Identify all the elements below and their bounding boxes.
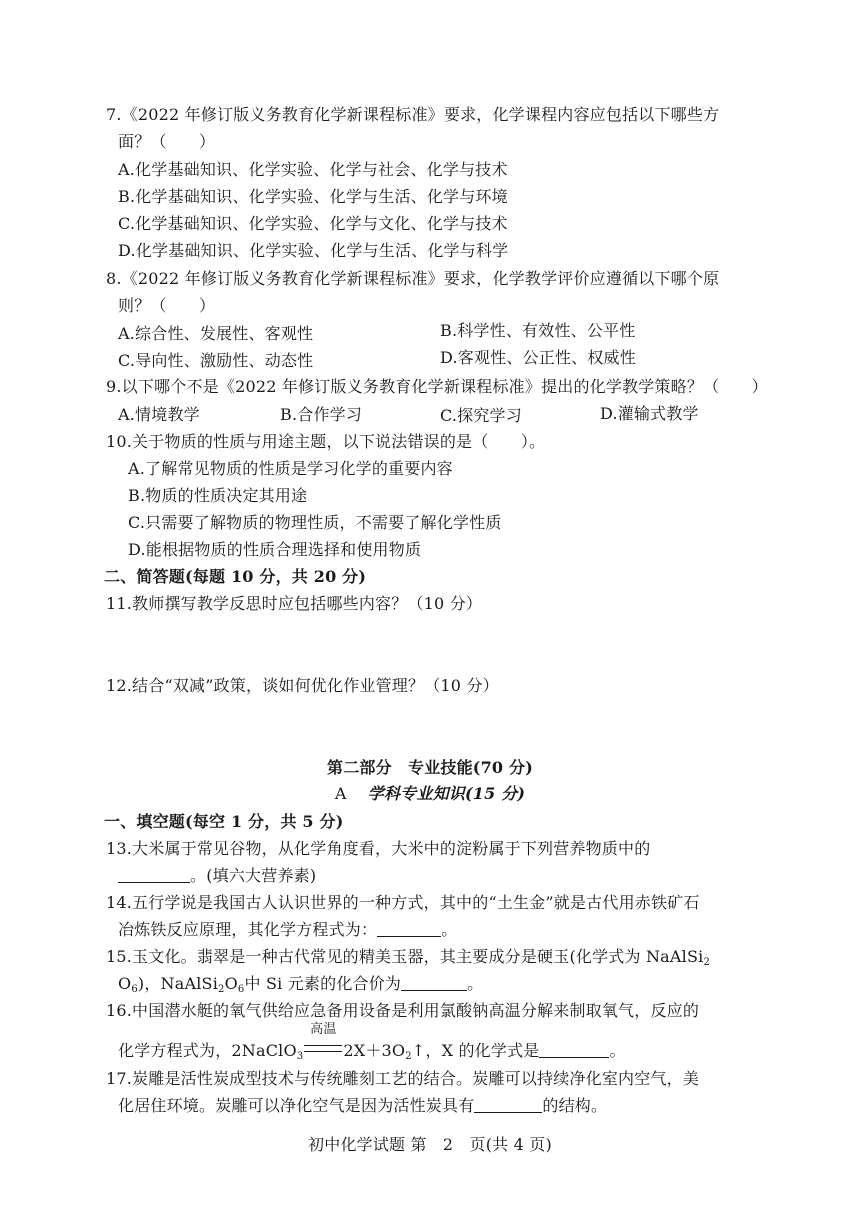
q7-stem-line2: 面？（ ） — [118, 132, 216, 151]
part2-subtitle — [0, 783, 860, 805]
q16-reaction-condition — [303, 1022, 343, 1062]
q9-option-a: A.情境教学 — [118, 405, 200, 424]
q14-answer-blank[interactable] — [377, 920, 441, 937]
q17-prefix: 化居住环境。炭雕可以净化空气是因为活性炭具有 — [118, 1096, 475, 1115]
q14-stem-line1: 14.五行学说是我国古人认识世界的一种方式，其中的“土生金”就是古代用赤铁矿石 — [106, 893, 700, 912]
q12-stem: 12.结合“双减”政策，谈如何优化作业管理？（10 分） — [106, 676, 499, 695]
q14-line2-text: 冶炼铁反应原理，其化学方程式为： — [118, 920, 378, 939]
q7-option-c: C.化学基础知识、化学实验、化学与文化、化学与技术 — [118, 214, 508, 233]
q16-stem-line2 — [118, 1022, 626, 1068]
q9-option-c: C.探究学习 — [440, 406, 522, 425]
q17-answer-blank[interactable] — [474, 1096, 542, 1113]
q15-mid-text: )，NaAlSi — [137, 974, 219, 993]
q15-sub-6b: 6 — [237, 984, 245, 995]
part2-subtitle-letter: A — [334, 784, 347, 803]
q13-answer-blank[interactable] — [118, 866, 190, 883]
q15-rest-text: 中 Si 元素的化合价为 — [244, 974, 402, 993]
q13-stem-line2 — [118, 865, 316, 887]
q17-stem-line1: 17.炭雕是活性炭成型技术与传统雕刻工艺的结合。炭雕可以持续净化室内空气，美 — [106, 1069, 700, 1088]
q11-stem: 11.教师撰写教学反思时应包括哪些内容？（10 分） — [106, 594, 483, 613]
q17-stem-line2 — [118, 1095, 607, 1117]
q10-option-c: C.只需要了解物质的物理性质，不需要了解化学性质 — [128, 513, 502, 532]
q15-sub-2b: 2 — [218, 984, 225, 995]
q15-stem-line2 — [118, 973, 483, 1001]
q14-stem-line2 — [118, 919, 457, 941]
q16-sub-2: 2 — [405, 1051, 412, 1062]
q8-option-d: D.客观性、公正性、权威性 — [440, 348, 636, 367]
q16-equals-sign — [304, 1045, 342, 1052]
q16-end: 。 — [609, 1041, 626, 1060]
q16-tail: ↑，X 的化学式是 — [411, 1041, 540, 1060]
q7-option-d: D.化学基础知识、化学实验、化学与生活、化学与科学 — [118, 241, 509, 260]
q16-condition-text: 高温 — [310, 1022, 337, 1037]
q8-option-c: C.导向性、激励性、动态性 — [118, 351, 314, 370]
q14-end: 。 — [441, 920, 458, 939]
q7-stem-line1: 7.《2022 年修订版义务教育化学新课程标准》要求，化学课程内容应包括以下哪些方 — [106, 105, 720, 124]
q15-o2-text: O — [224, 974, 238, 993]
q15-sub-2: 2 — [703, 957, 711, 968]
q13-stem-line1: 13.大米属于常见谷物，从化学角度看，大米中的淀粉属于下列营养物质中的 — [106, 839, 651, 858]
q7-option-b: B.化学基础知识、化学实验、化学与生活、化学与环境 — [118, 187, 508, 206]
q9-option-d: D.灌输式教学 — [600, 404, 699, 423]
q15-end: 。 — [467, 974, 484, 993]
q15-stem-line1 — [106, 946, 710, 974]
q9-option-b: B.合作学习 — [280, 405, 363, 424]
q15-o-text: O — [118, 974, 132, 993]
short-answer-heading: 二、简答题(每题 10 分，共 20 分) — [104, 567, 367, 586]
q10-option-a: A.了解常见物质的性质是学习化学的重要内容 — [128, 459, 453, 478]
q16-stem-line1: 16.中国潜水艇的氧气供给应急备用设备是利用氯酸钠高温分解来制取氧气，反应的 — [106, 1001, 700, 1020]
q8-option-a: A.综合性、发展性、客观性 — [118, 324, 314, 343]
part2-title: 第二部分 专业技能(70 分) — [327, 758, 533, 777]
part2-subtitle-text: 学科专业知识(15 分) — [367, 784, 526, 803]
q10-stem: 10.关于物质的性质与用途主题，以下说法错误的是（ ）。 — [106, 432, 546, 451]
q15-answer-blank[interactable] — [401, 974, 467, 991]
q16-prefix: 化学方程式为，2NaClO — [118, 1041, 297, 1060]
q10-option-b: B.物质的性质决定其用途 — [128, 486, 308, 505]
q8-stem-line2: 则？（ ） — [118, 296, 216, 315]
q16-product: 2X＋3O — [343, 1041, 406, 1060]
q16-sub-3: 3 — [296, 1051, 304, 1062]
q16-answer-blank[interactable] — [539, 1041, 609, 1058]
q15-sub-6a: 6 — [131, 984, 138, 995]
q8-option-b: B.科学性、有效性、公平性 — [440, 321, 636, 340]
q8-stem-line1: 8.《2022 年修订版义务教育化学新课程标准》要求，化学教学评价应遵循以下哪个原 — [106, 269, 720, 288]
q15-line1-text: 15.玉文化。翡翠是一种古代常见的精美玉器，其主要成分是硬玉(化学式为 NaAlSi — [106, 947, 704, 966]
q7-option-a: A.化学基础知识、化学实验、化学与社会、化学与技术 — [118, 160, 508, 179]
page-footer: 初中化学试题 第 2 页(共 4 页) — [308, 1135, 552, 1154]
q10-option-d: D.能根据物质的性质合理选择和使用物质 — [128, 540, 422, 559]
q17-suffix: 的结构。 — [542, 1096, 608, 1115]
q13-suffix: 。(填六大营养素) — [190, 866, 317, 885]
fill-blank-heading: 一、填空题(每空 1 分，共 5 分) — [104, 812, 344, 831]
q9-stem: 9.以下哪个不是《2022 年修订版义务教育化学新课程标准》提出的化学教学策略？（ ） — [106, 377, 768, 396]
